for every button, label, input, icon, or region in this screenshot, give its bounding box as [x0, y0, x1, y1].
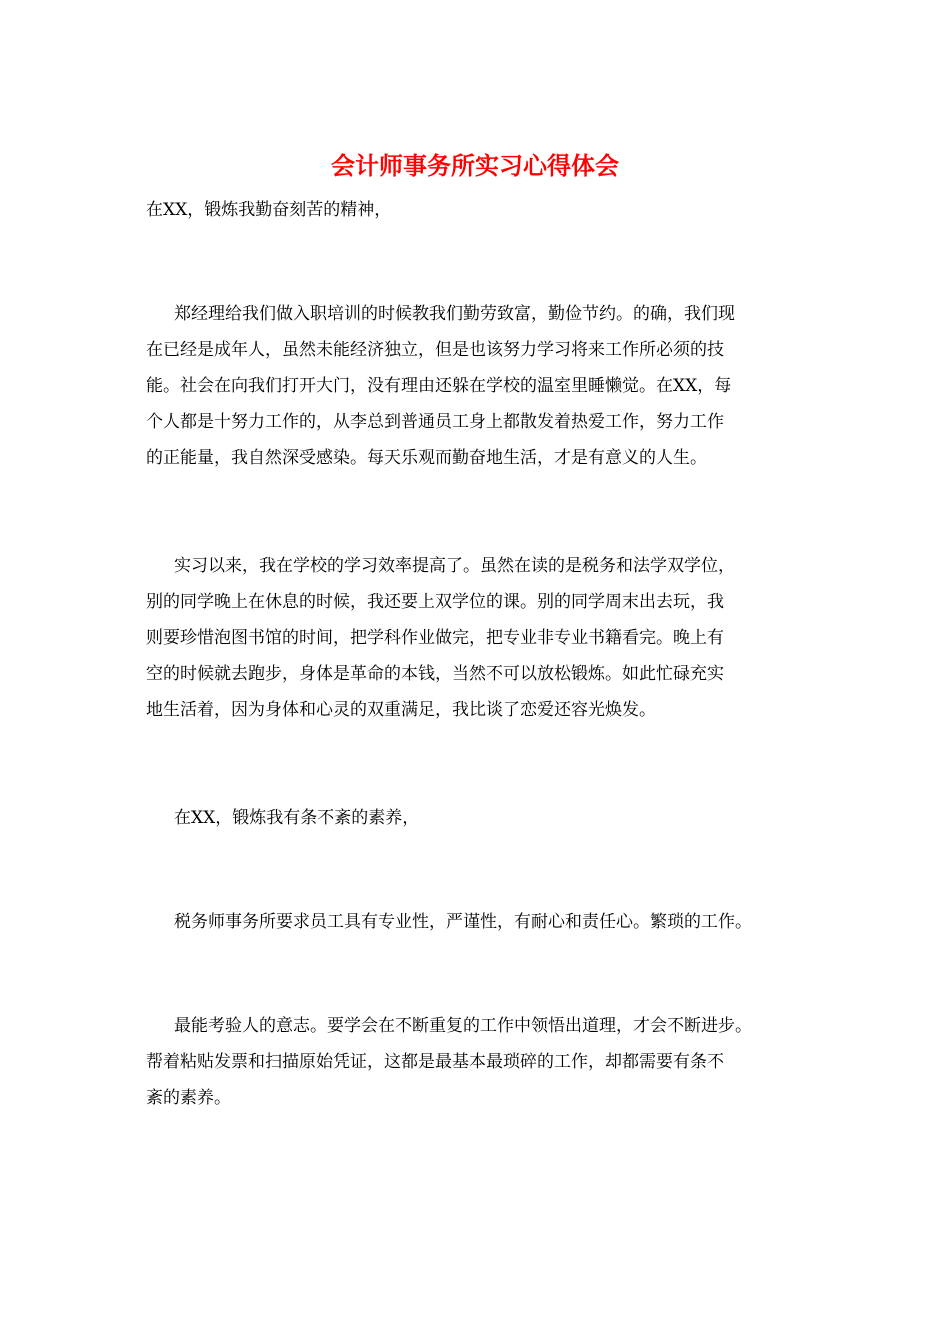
paragraph-3: [146, 800, 419, 836]
paragraph-line: 紊的素养。: [146, 1088, 231, 1108]
paragraph-line: 的正能量，我自然深受感染。每天乐观而勤奋地生活，才是有意义的人生。: [146, 448, 707, 468]
paragraph-line: 最能考验人的意志。要学会在不断重复的工作中领悟出道理，才会不断进步。: [174, 1016, 752, 1036]
paragraph-1: [146, 296, 735, 476]
document-title: 会计师事务所实习心得体会: [331, 151, 619, 180]
paragraph-line: 个人都是十努力工作的，从李总到普通员工身上都散发着热爱工作，努力工作: [146, 412, 724, 432]
paragraph-line: 在XX，锻炼我勤奋刻苦的精神，: [146, 200, 392, 220]
intro-line: [146, 192, 391, 228]
paragraph-line: 别的同学晚上在休息的时候，我还要上双学位的课。别的同学周末出去玩，我: [146, 592, 724, 612]
paragraph-line: 能。社会在向我们打开大门，没有理由还躲在学校的温室里睡懒觉。在XX，每: [146, 376, 732, 396]
paragraph-line: 在XX，锻炼我有条不紊的素养，: [174, 808, 420, 828]
paragraph-line: 郑经理给我们做入职培训的时候教我们勤劳致富，勤俭节约。的确，我们现: [174, 304, 735, 324]
paragraph-line: 税务师事务所要求员工具有专业性，严谨性，有耐心和责任心。繁琐的工作。: [174, 912, 752, 932]
paragraph-line: 空的时候就去跑步，身体是革命的本钱，当然不可以放松锻炼。如此忙碌充实: [146, 664, 724, 684]
paragraph-4: [146, 904, 752, 940]
paragraph-line: 帮着粘贴发票和扫描原始凭证，这都是最基本最琐碎的工作，却都需要有条不: [146, 1052, 724, 1072]
paragraph-5: [146, 1008, 752, 1116]
paragraph-line: 地生活着，因为身体和心灵的双重满足，我比谈了恋爱还容光焕发。: [146, 700, 656, 720]
paragraph-2: [146, 548, 735, 728]
paragraph-line: 在已经是成年人，虽然未能经济独立，但是也该努力学习将来工作所必须的技: [146, 340, 724, 360]
paragraph-line: 则要珍惜泡图书馆的时间，把学科作业做完，把专业非专业书籍看完。晚上有: [146, 628, 724, 648]
paragraph-line: 实习以来，我在学校的学习效率提高了。虽然在读的是税务和法学双学位，: [174, 556, 735, 576]
